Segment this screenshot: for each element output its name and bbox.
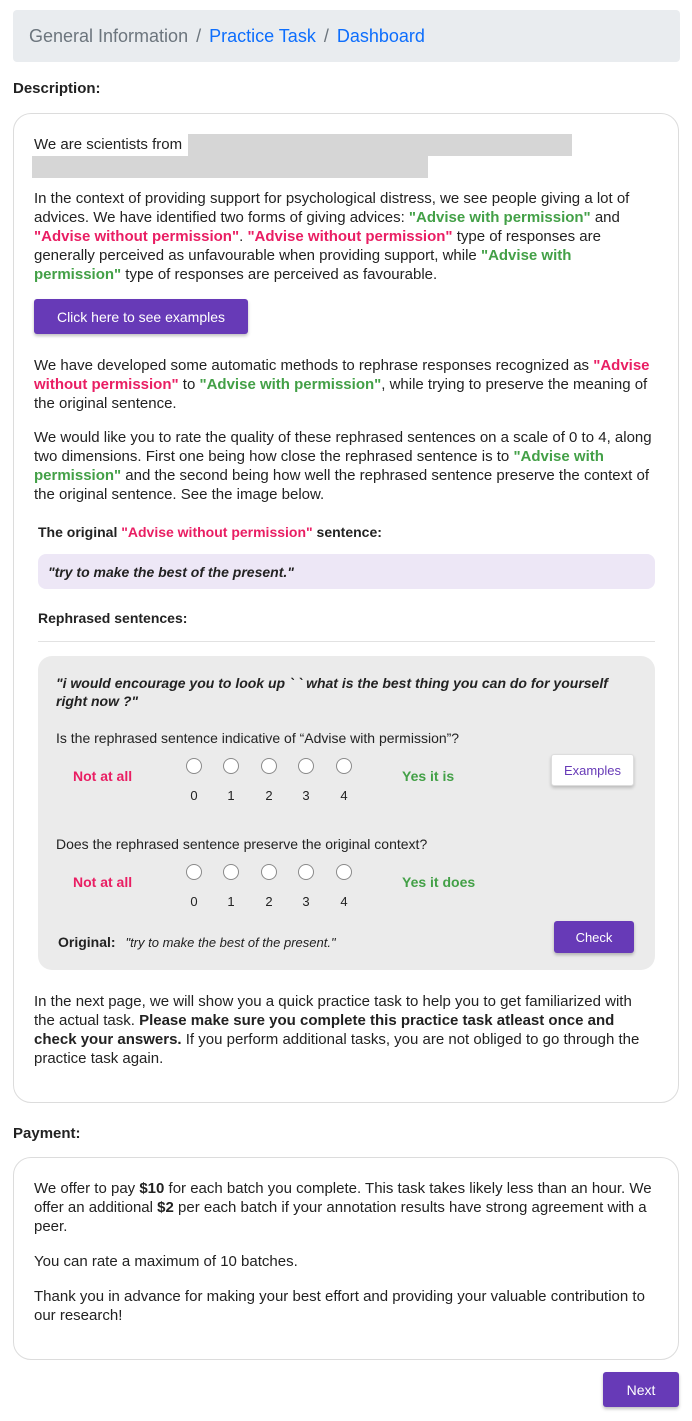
radio-q2-label-2: 2 xyxy=(265,894,273,909)
bonus-amount: $2 xyxy=(157,1199,174,1216)
advise-with-permission-term: "Advise with permission" xyxy=(199,376,382,393)
text: We offer to pay xyxy=(34,1180,140,1197)
advise-without-permission-term: "Advise without permission" xyxy=(121,524,313,540)
radio-q1-label-1: 1 xyxy=(227,788,235,803)
original-reference-label: Original: xyxy=(58,934,116,950)
text: , while trying to preserve the meaning of the original sentence. xyxy=(34,376,648,412)
breadcrumb-practice-task-link[interactable]: Practice Task xyxy=(209,25,316,46)
scale-low-label: Not at all xyxy=(73,874,133,890)
description-card xyxy=(13,113,679,1103)
practice-paragraph xyxy=(34,992,654,1068)
payment-paragraph xyxy=(34,1179,654,1236)
radio-q1-label-2: 2 xyxy=(265,788,273,803)
advise-with-permission-term: "Advise with permission" xyxy=(34,247,572,283)
radio-q2-label-3: 3 xyxy=(302,894,310,909)
intro-paragraph xyxy=(34,189,654,284)
question-advise-with-permission: Is the rephrased sentence indicative of “Advise with permission”? xyxy=(56,730,460,746)
radio-q1-label-0: 0 xyxy=(190,788,198,803)
intro-line xyxy=(34,134,654,156)
text: The original xyxy=(38,524,122,540)
description-heading: Description: xyxy=(13,80,101,97)
radio-q2-1[interactable] xyxy=(223,864,239,880)
next-button[interactable]: Next xyxy=(603,1372,679,1407)
radio-q2-3[interactable] xyxy=(298,864,314,880)
advise-without-permission-term: "Advise without permission" xyxy=(34,228,240,245)
rephrased-sentence-panel xyxy=(38,656,655,970)
payment-card xyxy=(13,1157,679,1360)
advise-with-permission-term: "Advise with permission" xyxy=(408,209,591,226)
original-reference xyxy=(58,934,336,950)
radio-q2-2[interactable] xyxy=(261,864,277,880)
text: sentence: xyxy=(312,524,382,540)
text: In the context of providing support for psychological distress, we see people giving a lot of advices. We have identified two forms of giving advices: xyxy=(34,190,630,226)
advise-with-permission-term: "Advise with permission" xyxy=(34,448,604,484)
text: type of responses are generally perceived as unfavourable when providing support, while xyxy=(34,228,601,264)
text: to xyxy=(178,376,200,393)
original-sentence-label xyxy=(38,524,382,540)
text: per each batch if your annotation results have strong agreement with a peer. xyxy=(34,1199,647,1235)
text: . xyxy=(239,228,248,245)
text: for each batch you complete. This task takes likely less than an hour. We offer an additional xyxy=(34,1180,652,1216)
advise-without-permission-term: "Advise without permission" xyxy=(247,228,453,245)
text: We would like you to rate the quality of these rephrased sentences on a scale of 0 to 4, along two dimensions. First one being how close the rephrased sentence is to xyxy=(34,429,652,465)
original-sentence-box xyxy=(38,554,655,589)
divider xyxy=(38,641,655,642)
breadcrumb-separator: / xyxy=(323,25,329,46)
method-paragraph xyxy=(34,356,654,413)
advise-without-permission-term: "Advise without permission" xyxy=(34,357,650,393)
scale-low-label: Not at all xyxy=(73,768,133,784)
rating-paragraph xyxy=(34,428,654,504)
thank-you-text: Thank you in advance for making your best effort and providing your valuable contribution to our research! xyxy=(34,1288,645,1324)
radio-q2-label-0: 0 xyxy=(190,894,198,909)
payment-amount: $10 xyxy=(139,1180,165,1197)
text: type of responses are perceived as favourable. xyxy=(121,266,438,283)
intro-text: We are scientists from xyxy=(34,135,183,153)
radio-q1-4[interactable] xyxy=(336,758,352,774)
breadcrumb-dashboard-link[interactable]: Dashboard xyxy=(336,25,425,46)
text: In the next page, we will show you a quick practice task to help you to get familiarized with the actual task. xyxy=(34,993,632,1029)
scale-high-label: Yes it is xyxy=(402,768,455,784)
text: If you perform additional tasks, you are not obliged to go through the practice task again. xyxy=(34,1031,640,1067)
radio-q1-3[interactable] xyxy=(298,758,314,774)
text: and xyxy=(590,209,620,226)
payment-heading: Payment: xyxy=(13,1125,81,1142)
original-reference-text: "try to make the best of the present." xyxy=(125,935,336,950)
radio-q1-1[interactable] xyxy=(223,758,239,774)
radio-q2-label-1: 1 xyxy=(227,894,235,909)
breadcrumb-general-information: General Information xyxy=(29,25,189,46)
rephrased-sentence-text: "i would encourage you to look up ` ` what is the best thing you can do for yourself right now ?" xyxy=(56,675,608,709)
rephrased-sentences-label: Rephrased sentences: xyxy=(38,610,188,626)
scale-high-label: Yes it does xyxy=(402,874,476,890)
bold-instruction: Please make sure you complete this practice task atleast once and check your answers. xyxy=(34,1012,615,1048)
radio-q1-0[interactable] xyxy=(186,758,202,774)
see-examples-button[interactable]: Click here to see examples xyxy=(34,299,248,334)
radio-q2-4[interactable] xyxy=(336,864,352,880)
radio-q2-0[interactable] xyxy=(186,864,202,880)
radio-q2-label-4: 4 xyxy=(340,894,348,909)
redacted-block xyxy=(32,156,428,178)
redacted-block xyxy=(188,134,572,156)
radio-q1-2[interactable] xyxy=(261,758,277,774)
text: and the second being how well the rephrased sentence preserve the context of the original sentence. See the image below. xyxy=(34,467,649,503)
radio-q1-label-4: 4 xyxy=(340,788,348,803)
breadcrumb xyxy=(13,10,680,62)
original-sentence-text: "try to make the best of the present." xyxy=(48,563,294,580)
examples-button[interactable]: Examples xyxy=(551,754,634,786)
text: We have developed some automatic methods to rephrase responses recognized as xyxy=(34,357,594,374)
max-batches-text: You can rate a maximum of 10 batches. xyxy=(34,1253,298,1270)
breadcrumb-separator: / xyxy=(196,25,202,46)
check-button[interactable]: Check xyxy=(554,921,634,953)
question-preserve-context: Does the rephrased sentence preserve the original context? xyxy=(56,836,428,852)
radio-q1-label-3: 3 xyxy=(302,788,310,803)
